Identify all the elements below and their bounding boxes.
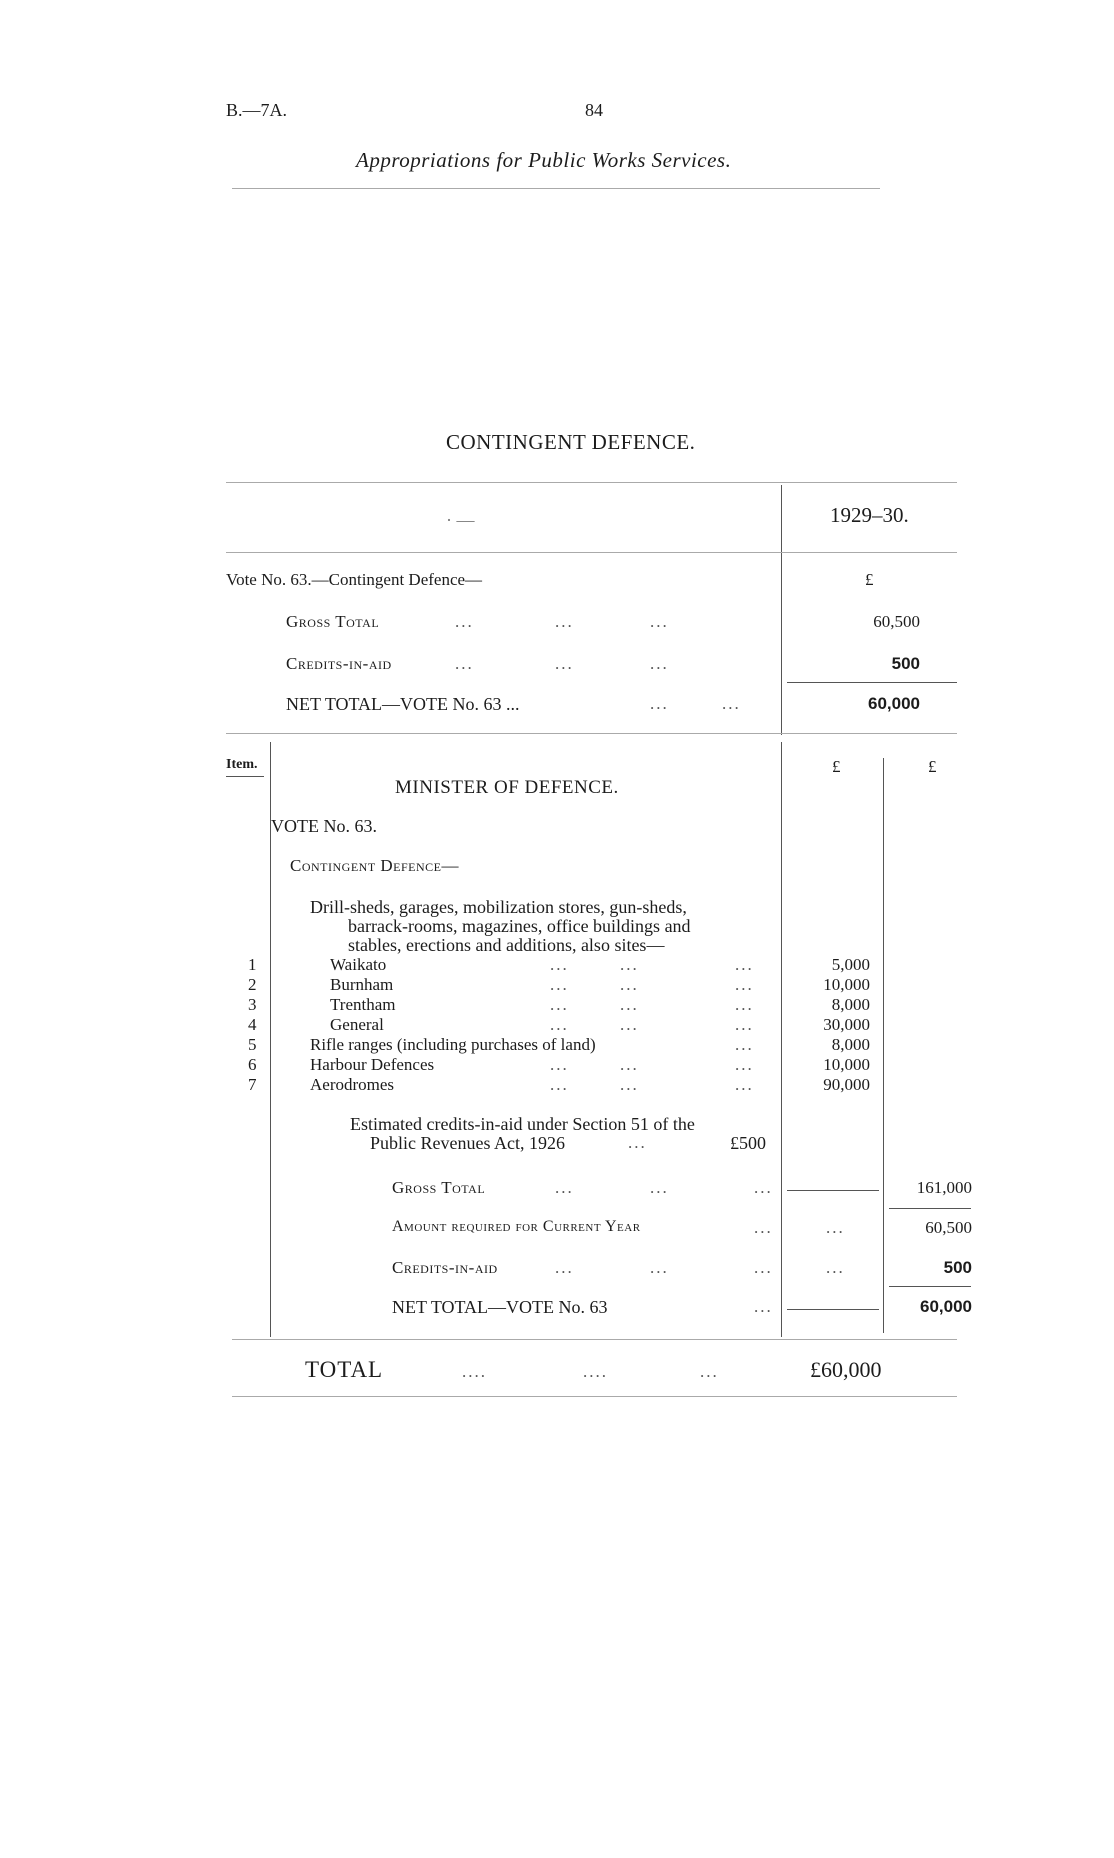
amount-required-value: 60,500 [925,1218,972,1237]
summary-credits-value: 500 [891,654,920,673]
summary-net-value: 60,000 [868,694,920,713]
gross-total-label: Gross Total [392,1178,486,1197]
summary-credits-label: Credits-in-aid [286,654,392,673]
summary-gross-label: Gross Total [286,612,380,631]
estimate-line: Public Revenues Act, 1926 [370,1133,565,1153]
description-line: stables, erections and additions, also sites— [348,935,665,955]
grand-total-label: TOTAL [305,1357,384,1382]
page-title: Appropriations for Public Works Services. [356,148,732,172]
header-rule [232,188,880,189]
summary-gross-value: 60,500 [873,612,920,631]
vote-heading: VOTE No. 63. [271,816,377,836]
credits-in-aid-value: 500 [943,1258,972,1277]
credits-in-aid-label: Credits-in-aid [392,1258,498,1277]
net-total-label: NET TOTAL—VOTE No. 63 [392,1297,608,1317]
page-number: 84 [585,100,603,120]
footer-rule [232,1396,957,1397]
summary-net-label: NET TOTAL—VOTE No. 63 ... [286,694,520,714]
summary-currency: £ [865,570,874,589]
item-header: Item. [226,757,258,772]
net-total-value: 60,000 [920,1297,972,1316]
estimate-line: Estimated credits-in-aid under Section 51 of the [350,1114,695,1134]
gross-total-value: 161,000 [916,1178,972,1197]
amount-required-label: Amount required for Current Year [392,1218,641,1235]
ministry-heading: MINISTER OF DEFENCE. [395,777,619,798]
page-ref: B.—7A. [226,100,288,120]
section-title: CONTINGENT DEFENCE. [446,430,696,454]
year-header: 1929–30. [830,503,909,527]
grand-total-value: £60,000 [810,1357,882,1382]
detail-currency-2: £ [928,757,937,776]
detail-currency-1: £ [832,757,841,776]
description-line: Drill-sheds, garages, mobilization stores, gun-sheds, [310,897,687,917]
subhead: Contingent Defence— [290,856,460,875]
estimate-amount: £500 [730,1133,766,1153]
vote-label: Vote No. 63.—Contingent Defence— [226,570,483,589]
description-line: barrack-rooms, magazines, office buildings and [348,916,691,936]
